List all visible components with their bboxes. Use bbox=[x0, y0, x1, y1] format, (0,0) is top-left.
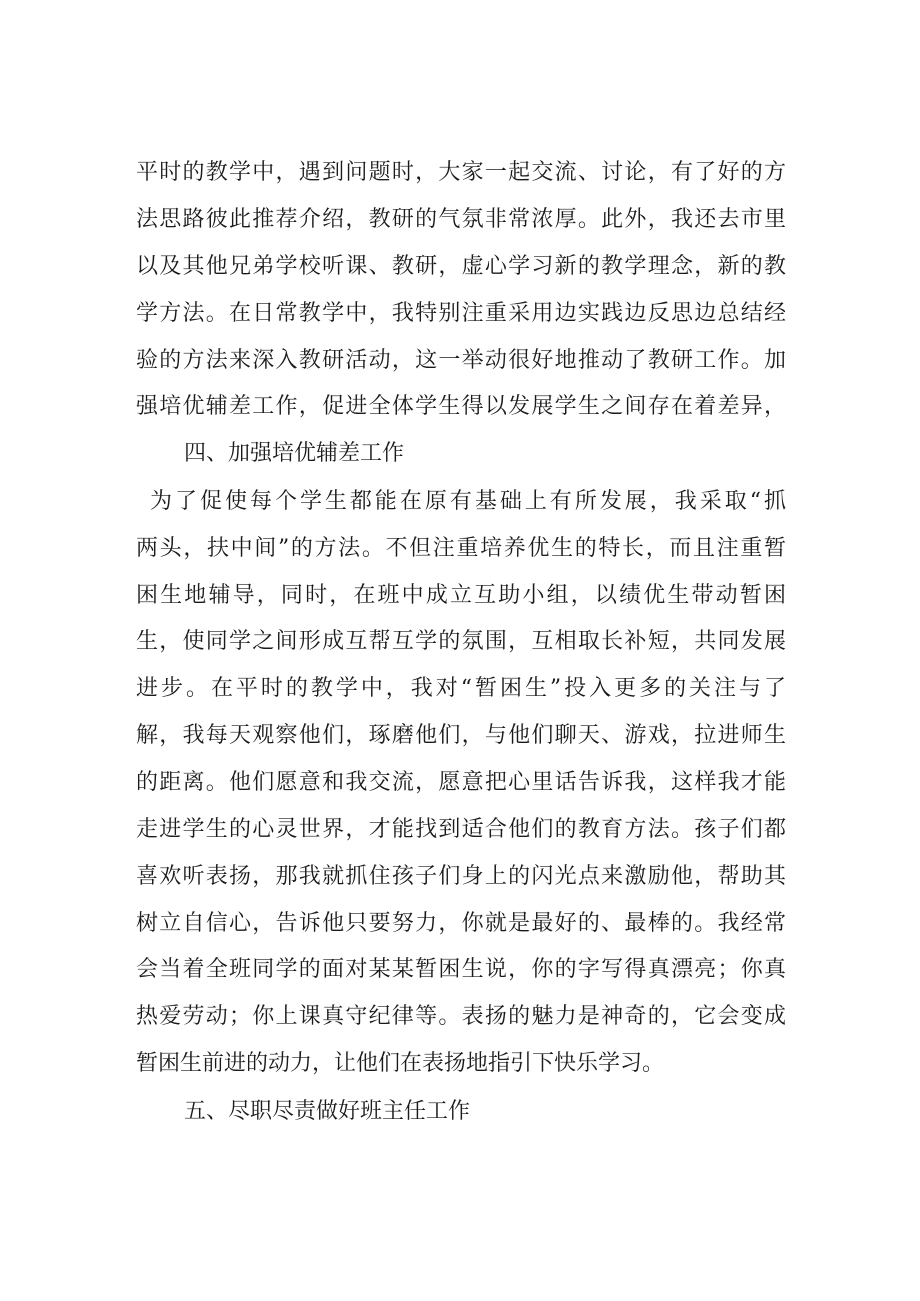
paragraph-line: 平时的教学中，遇到问题时，大家一起交流、讨论，有了好的方 bbox=[136, 160, 786, 185]
paragraph-line: 喜欢听表扬，那我就抓住孩子们身上的闪光点来激励他，帮助其 bbox=[136, 864, 786, 889]
paragraph-line: 进步。在平时的教学中，我对“暂困生”投入更多的关注与了 bbox=[136, 676, 786, 701]
paragraph-line: 走进学生的心灵世界，才能找到适合他们的教育方法。孩子们都 bbox=[136, 817, 786, 842]
paragraph-line: 以及其他兄弟学校听课、教研，虚心学习新的教学理念，新的教 bbox=[136, 254, 786, 279]
paragraph-line: 解，我每天观察他们，琢磨他们，与他们聊天、游戏，拉进师生 bbox=[136, 723, 786, 748]
paragraph-line: 强培优辅差工作，促进全体学生得以发展学生之间存在着差异， bbox=[136, 394, 786, 419]
paragraph-line: 热爱劳动；你上课真守纪律等。表扬的魅力是神奇的，它会变成 bbox=[136, 1004, 786, 1029]
paragraph-line: 两头，扶中间”的方法。不但注重培养优生的特长，而且注重暂 bbox=[136, 536, 786, 561]
paragraph-line: 学方法。在日常教学中，我特别注重采用边实践边反思边总结经 bbox=[136, 301, 786, 326]
section-heading: 四、加强培优辅差工作 bbox=[184, 441, 405, 466]
paragraph-line: 的距离。他们愿意和我交流，愿意把心里话告诉我，这样我才能 bbox=[136, 770, 786, 795]
paragraph-line: 暂困生前进的动力，让他们在表扬地指引下快乐学习。 bbox=[136, 1051, 665, 1076]
paragraph-line: 法思路彼此推荐介绍，教研的气氛非常浓厚。此外，我还去市里 bbox=[136, 207, 786, 232]
section-heading: 五、尽职尽责做好班主任工作 bbox=[184, 1099, 471, 1124]
paragraph-line: 验的方法来深入教研活动，这一举动很好地推动了教研工作。加 bbox=[136, 348, 786, 373]
paragraph-line: 会当着全班同学的面对某某暂困生说，你的字写得真漂亮；你真 bbox=[136, 957, 786, 982]
paragraph-line: 树立自信心，告诉他只要努力，你就是最好的、最棒的。我经常 bbox=[136, 911, 786, 936]
paragraph-line: 困生地辅导，同时，在班中成立互助小组，以绩优生带动暂困 bbox=[136, 583, 786, 608]
paragraph-line: 为了促使每个学生都能在原有基础上有所发展，我采取“抓 bbox=[150, 489, 786, 514]
paragraph-line: 生，使同学之间形成互帮互学的氛围，互相取长补短，共同发展 bbox=[136, 629, 786, 654]
